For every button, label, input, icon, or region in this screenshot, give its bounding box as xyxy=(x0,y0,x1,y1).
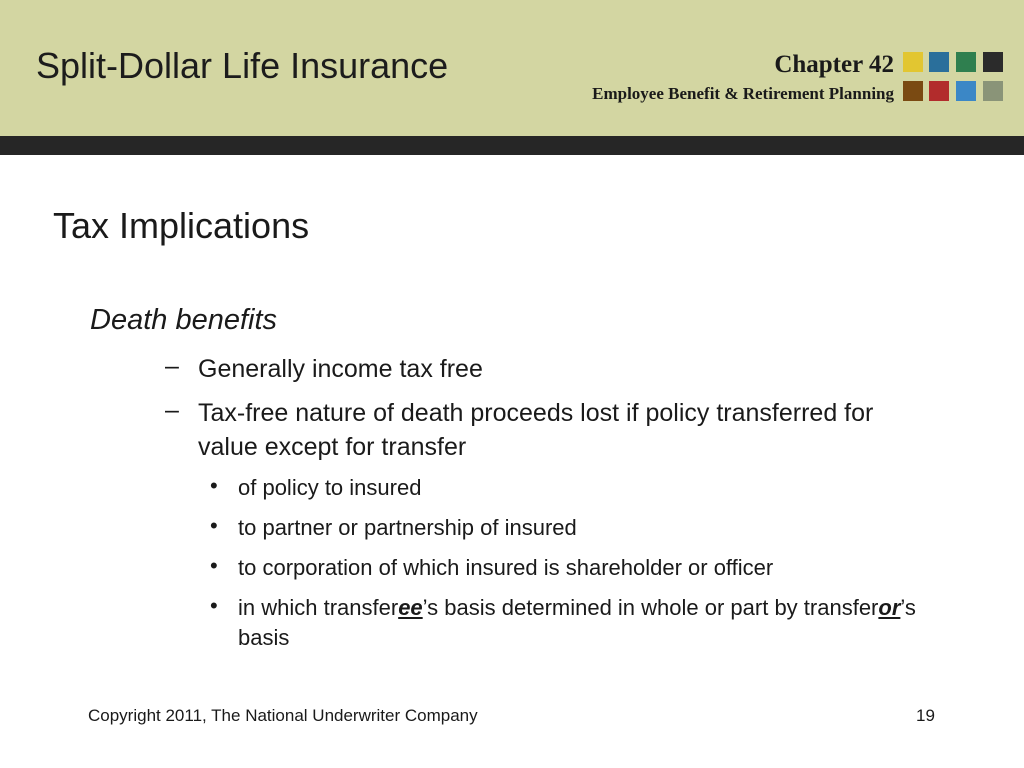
square-green xyxy=(956,52,976,72)
list-item: to partner or partnership of insured xyxy=(238,515,577,540)
square-teal xyxy=(929,52,949,72)
square-blue xyxy=(956,81,976,101)
list-item: to corporation of which insured is shareholder or officer xyxy=(238,555,774,580)
sub-point-income-tax-free: Generally income tax free xyxy=(198,355,483,383)
slide-title: Split-Dollar Life Insurance xyxy=(36,45,449,86)
emphasis-ee: ee xyxy=(398,595,423,620)
emphasis-or: or xyxy=(878,595,901,620)
square-gray xyxy=(983,81,1003,101)
header-divider-bar xyxy=(0,136,1024,155)
basis-text-2: ’s basis determined in whole or part by transfer xyxy=(422,595,879,620)
square-black xyxy=(983,52,1003,72)
dash-marker: – xyxy=(165,352,179,380)
square-brown xyxy=(903,81,923,101)
sub-point-transfer-for-value: Tax-free nature of death proceeds lost if policy transferred for value except for transfer xyxy=(198,399,874,461)
bullet-marker: • xyxy=(210,593,218,618)
chapter-label: Chapter 42 xyxy=(774,51,894,78)
page-number: 19 xyxy=(916,706,935,725)
basis-text-3: ’s basis xyxy=(238,595,916,650)
section-heading: Tax Implications xyxy=(53,205,310,246)
copyright-footer: Copyright 2011, The National Underwriter Company xyxy=(88,706,478,725)
topic-death-benefits: Death benefits xyxy=(90,304,278,336)
bullet-marker: • xyxy=(210,553,218,578)
square-yellow xyxy=(903,52,923,72)
list-item: of policy to insured xyxy=(238,475,422,500)
book-subtitle: Employee Benefit & Retirement Planning xyxy=(592,84,894,103)
square-red xyxy=(929,81,949,101)
bullet-marker: • xyxy=(210,473,218,498)
list-item-basis xyxy=(238,593,918,653)
dash-marker: – xyxy=(165,396,179,424)
bullet-marker: • xyxy=(210,513,218,538)
basis-text-1: in which transfer xyxy=(238,595,399,620)
